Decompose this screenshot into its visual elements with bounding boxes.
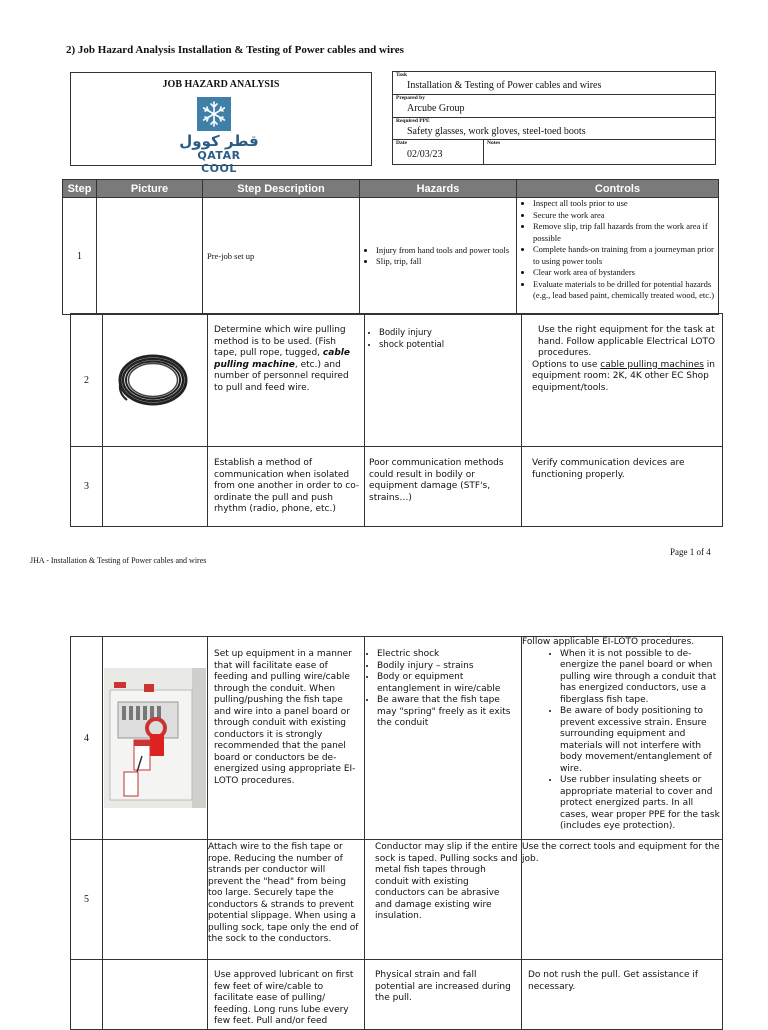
controls-cell xyxy=(522,637,723,840)
qatar-cool-logo-icon xyxy=(197,97,231,131)
step-number xyxy=(71,960,103,1030)
table-row xyxy=(71,840,723,960)
prepared-label: Prepared by xyxy=(396,95,425,101)
controls-text: Use the right equipment for the task at hand. Follow applicable Electrical LOTO procedures. xyxy=(538,325,716,358)
task-label: Task xyxy=(396,72,408,78)
step-description xyxy=(208,314,365,447)
step-description: Attach wire to the fish tape or rope. Reducing the number of strands per conductor will prevent the "head" from being too large. Securely tape the conductors & strands to prevent potential slippage. When using a pulling sock, tape only the end of the sock to the conductors. xyxy=(208,840,365,960)
table-row xyxy=(71,314,723,447)
step-number: 1 xyxy=(63,198,97,315)
table-row xyxy=(71,960,723,1030)
col-hazards: Hazards xyxy=(360,180,517,198)
logo-arabic-text: قطر كوول xyxy=(179,132,259,150)
table-row xyxy=(71,637,723,840)
hazards-cell: Poor communication methods could result in bodily or equipment damage (STF's, strains…) xyxy=(365,447,522,527)
col-controls: Controls xyxy=(517,180,719,198)
jha-logo-box xyxy=(70,72,372,175)
controls-options-tail: in equipment room: 2K, 4K other EC Shop equipment/tools. xyxy=(532,359,715,393)
control-item: • Complete hands-on training from a journeyman prior to using power tools xyxy=(533,244,716,267)
controls-cell: Do not rush the pull. Get assistance if necessary. xyxy=(522,960,723,1030)
date-value: 02/03/23 xyxy=(407,149,443,160)
page-number: Page 1 of 4 xyxy=(670,547,711,557)
task-info-box xyxy=(392,71,716,165)
picture-cell xyxy=(103,314,208,447)
step-number: 5 xyxy=(71,840,103,960)
hazards-cell: Physical strain and fall potential are increased during the pull. xyxy=(365,960,522,1030)
logo-english-text: QATAR COOL xyxy=(197,149,241,175)
col-step: Step xyxy=(63,180,97,198)
date-notes-divider xyxy=(483,140,484,164)
desc-emphasis: cable pulling machine xyxy=(214,348,350,370)
cable-pulling-machines-link[interactable]: cable pulling machines xyxy=(600,359,704,370)
jha-table-page1 xyxy=(62,179,719,315)
controls-intro: Follow applicable EI-LOTO procedures. xyxy=(522,637,695,647)
control-item: • Evaluate materials to be drilled for potential hazards (e.g., lead based paint, chemically treated wood, etc.) xyxy=(533,279,716,302)
step-number: 4 xyxy=(71,637,103,840)
hazard-item: • shock potential xyxy=(379,340,521,352)
step-number: 3 xyxy=(71,447,103,527)
step-number: 2 xyxy=(71,314,103,447)
desc-text-a: Determine which wire pulling method is to be used. (Fish tape, pull rope, tugged, xyxy=(214,325,346,358)
control-item: • Be aware of body positioning to prevent excessive strain. Ensure surrounding equipment and materials will not interfere with body movement/entanglement of wire. xyxy=(560,706,720,775)
col-picture: Picture xyxy=(97,180,203,198)
notes-label: Notes xyxy=(487,140,501,146)
step-description: Pre-job set up xyxy=(203,198,360,315)
jha-heading: JOB HAZARD ANALYSIS xyxy=(162,79,280,90)
task-row xyxy=(393,72,715,95)
control-item: • Inspect all tools prior to use xyxy=(533,198,716,210)
prepared-row xyxy=(393,95,715,118)
controls-options xyxy=(530,360,718,395)
col-description: Step Description xyxy=(203,180,360,198)
hazard-item: • Bodily injury xyxy=(379,328,521,340)
hazards-cell xyxy=(365,637,522,840)
hazard-item: • Be aware that the fish tape may "spring" freely as it exits the conduit xyxy=(377,695,519,730)
picture-cell xyxy=(97,198,203,315)
hazard-item: • Injury from hand tools and power tools xyxy=(376,245,514,256)
control-item: • Remove slip, trip fall hazards from the work area if possible xyxy=(533,221,716,244)
prepared-value: Arcube Group xyxy=(407,103,465,114)
control-item: • Secure the work area xyxy=(533,210,716,222)
step-description: Set up equipment in a manner that will facilitate ease of feeding and pulling wire/cable through the conduit. When pulling/pushing the fish tape and wire into a panel board or through conduit with existing conductors it is strongly recommended that the panel board or conductors be de-energized using appropriate EI-LOTO procedures. xyxy=(208,637,365,840)
step-description: Use approved lubricant on first few feet of wire/cable to facilitate ease of pulling/ feeding. Long runs lube every few feet. Pull and/or feed xyxy=(208,960,365,1030)
fish-tape-image xyxy=(115,350,195,410)
table-row xyxy=(63,198,719,315)
hazard-item: • Electric shock xyxy=(377,649,519,661)
ppe-label: Required PPE xyxy=(396,118,430,124)
control-item: • Clear work area of bystanders xyxy=(533,267,716,279)
controls-options-text: Options to use xyxy=(532,359,601,370)
control-item: • Use rubber insulating sheets or appropriate material to cover and protect energized parts. In all cases, wear proper PPE for the task (includes eye protection). xyxy=(560,775,720,833)
step-description: Establish a method of communication when isolated from one another in order to co-ordinate the pull and push rhythm (radio, phone, etc.) xyxy=(208,447,365,527)
picture-cell xyxy=(103,960,208,1030)
table-row xyxy=(71,447,723,527)
document-title: 2) Job Hazard Analysis Installation & Testing of Power cables and wires xyxy=(66,44,404,56)
picture-cell xyxy=(103,840,208,960)
date-row xyxy=(393,140,715,164)
controls-cell: Verify communication devices are functioning properly. xyxy=(522,447,723,527)
table-header-row xyxy=(63,180,719,198)
desc-text-b: , etc.) and number of personnel required to pull and feed wire. xyxy=(214,359,349,393)
controls-cell xyxy=(517,198,719,315)
controls-cell xyxy=(522,314,723,447)
jha-table-page1-cont xyxy=(70,313,723,527)
loto-panel-image xyxy=(104,668,206,808)
hazard-item: • Slip, trip, fall xyxy=(376,256,514,267)
picture-cell xyxy=(103,447,208,527)
hazard-item: • Bodily injury – strains xyxy=(377,661,519,673)
controls-cell: Use the correct tools and equipment for the job. xyxy=(522,840,723,960)
ppe-value: Safety glasses, work gloves, steel-toed boots xyxy=(407,126,586,137)
control-item: • When it is not possible to de-energize the panel board or when pulling wire through a conduit that has energized conductors, use a fiberglass fish tape. xyxy=(560,649,720,707)
footer-text: JHA - Installation & Testing of Power cables and wires xyxy=(30,556,207,565)
picture-cell xyxy=(103,637,208,840)
hazards-cell: Conductor may slip if the entire sock is taped. Pulling socks and metal fish tapes through conduit with existing conductors can be abrasive and damage existing wire insulation. xyxy=(365,840,522,960)
date-label: Date xyxy=(396,140,407,146)
hazards-cell xyxy=(360,198,517,315)
jha-table-page2 xyxy=(70,636,723,1030)
task-value: Installation & Testing of Power cables and wires xyxy=(407,80,602,91)
hazards-cell xyxy=(365,314,522,447)
hazard-item: • Body or equipment entanglement in wire/cable xyxy=(377,672,519,695)
ppe-row xyxy=(393,118,715,140)
